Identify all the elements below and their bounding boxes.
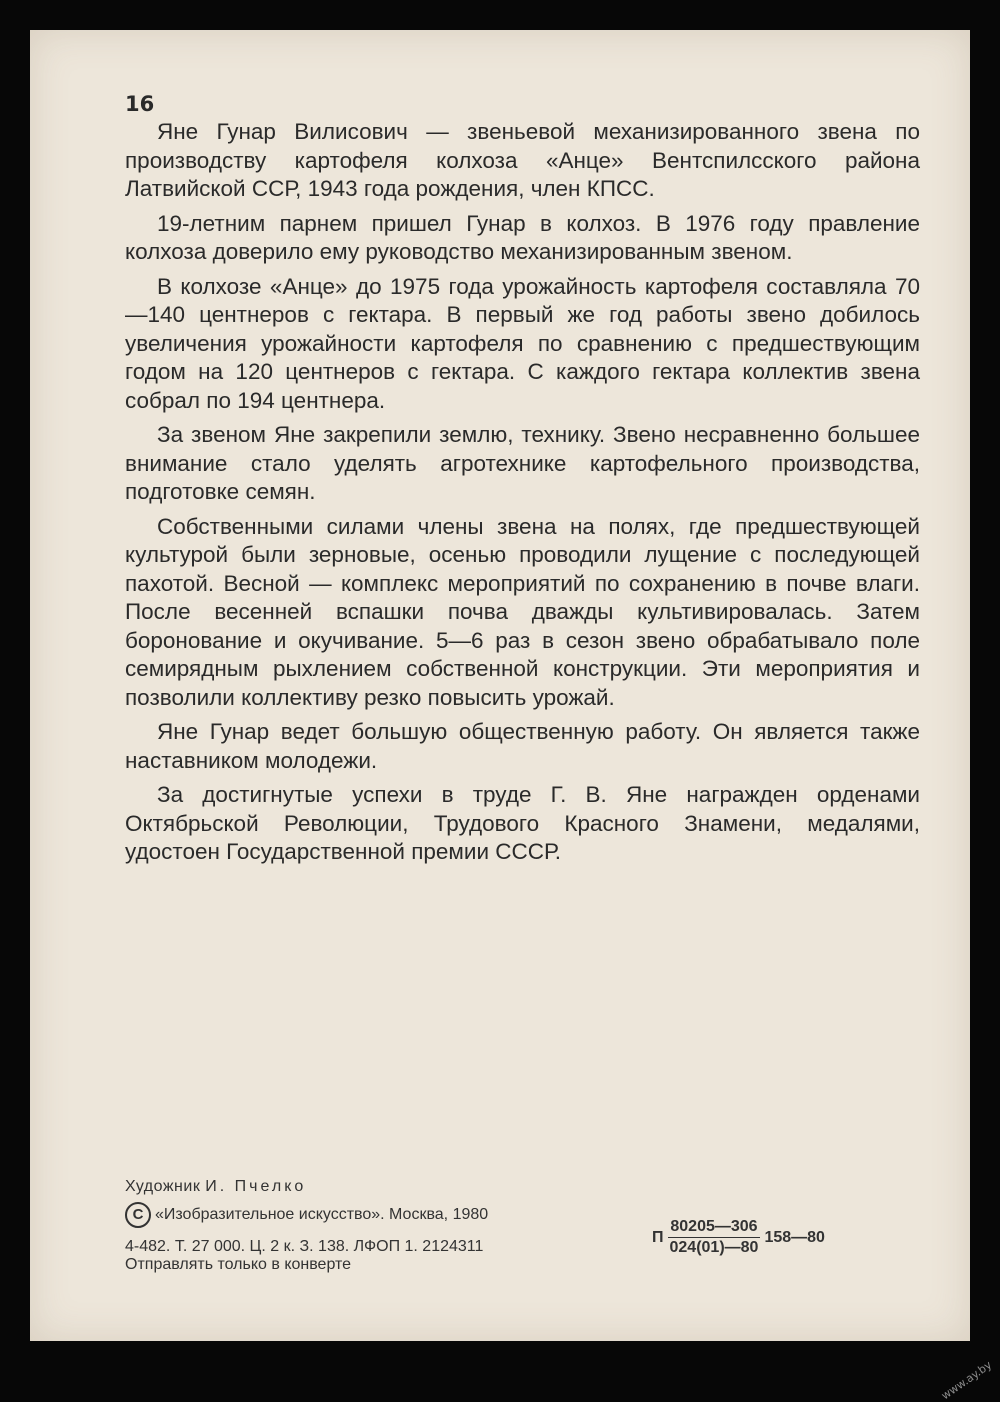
biography-text [125,118,920,873]
paragraph: Яне Гунар ведет большую общественную работу. Он является также наставником молодежи. [125,718,920,775]
postcard-back [30,30,970,1341]
paragraph: 19-летним парнем пришел Гунар в колхоз. В 1976 году правление колхоза доверило ему руководство механизированным звеном. [125,210,920,267]
paragraph: В колхозе «Анце» до 1975 года урожайность картофеля составляла 70—140 центнеров с гектара. В первый же год работы звено добилось увеличения урожайности картофеля по сравнению с предшествующим годом на 120 центнеров с гектара. С каждого гектара коллектив звена собрал по 194 центнера. [125,273,920,416]
index-prefix: П [652,1229,664,1247]
publisher-line [125,1202,488,1228]
index-suffix: 158—80 [764,1229,825,1247]
index-code [652,1218,825,1257]
paragraph: Яне Гунар Вилисович — звеньевой механизированного звена по производству картофеля колхоза «Анце» Вентспилсского района Латвийской ССР, 1943 года рождения, член КПСС. [125,118,920,204]
paragraph: За звеном Яне закрепили землю, технику. Звено несравненно большее внимание стало уделять агротехнике картофельного производства, подготовке семян. [125,421,920,507]
send-note: Отправлять только в конверте [125,1256,351,1274]
watermark [939,1358,994,1402]
artist-credit [125,1178,306,1196]
paragraph: За достигнутые успехи в труде Г. В. Яне награжден орденами Октябрьской Революции, Трудового Красного Знамени, медалями, удостоен Государственной премии СССР. [125,781,920,867]
index-denominator: 024(01)—80 [668,1238,761,1257]
index-numerator: 80205—306 [668,1218,759,1238]
page-number: 16 [125,92,154,116]
paragraph: Собственными силами члены звена на полях, где предшествующей культурой были зерновые, осенью проводили лущение с последующей пахотой. Весной — комплекс мероприятий по сохранению в почве влаги. После весенней вспашки почва дважды культивировалась. Затем боронование и окучивание. 5—6 раз в сезон звено обрабатывало поле семирядным рыхлением собственной конструкции. Эти мероприятия и позволили коллективу резко повысить урожай. [125,513,920,713]
index-fraction [668,1218,761,1257]
copyright-icon: C [125,1202,151,1228]
artist-name: И. Пчелко [205,1178,306,1195]
publisher-name: «Изобразительное искусство». Москва, 1980 [155,1206,488,1224]
print-info: 4-482. Т. 27 000. Ц. 2 к. З. 138. ЛФОП 1. 2124311 [125,1238,483,1256]
artist-label: Художник [125,1178,200,1195]
